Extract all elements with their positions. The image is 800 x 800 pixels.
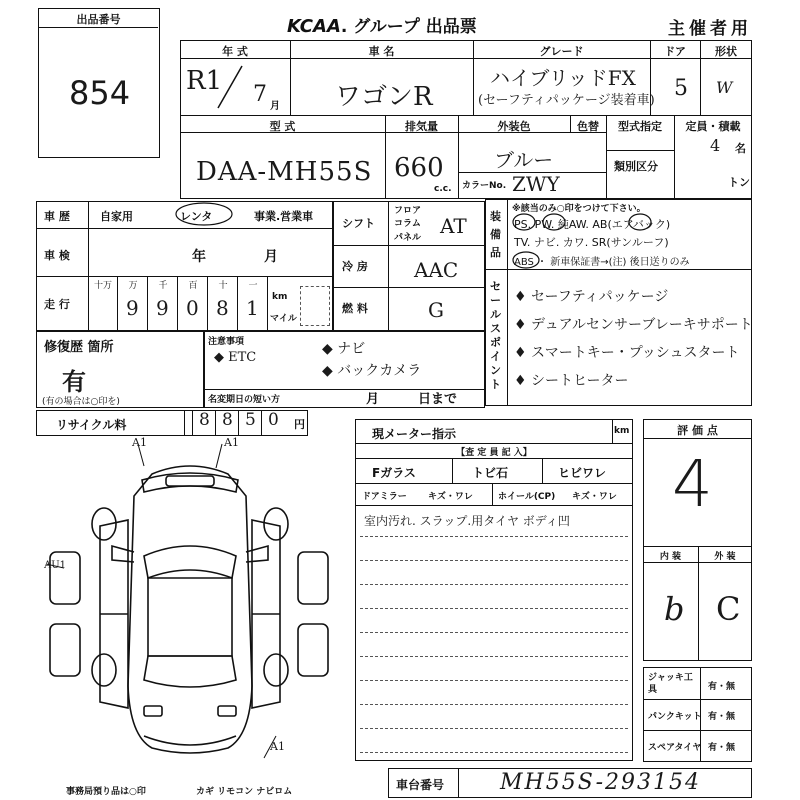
rename-label: 名変期日の短い方 (208, 395, 281, 405)
organizer-label: 主催者用 (668, 19, 752, 39)
mileage-digit-value: 8 (216, 296, 229, 320)
category-label: 類別区分 (614, 160, 658, 173)
rear-bumper (144, 736, 236, 745)
spare-options: 有・無 (708, 743, 736, 753)
repair-label: 修復歴 箇所 (44, 340, 114, 355)
mileage-digit-cell (208, 276, 238, 331)
mileage-digit-header: 百 (188, 281, 198, 291)
recycle-digit-value: 8 (199, 410, 210, 430)
puncture-options: 有・無 (708, 712, 736, 722)
note-text: ナビ (337, 341, 366, 357)
mirror-options: キズ・ワレ (428, 492, 473, 502)
mileage-digit-header: 万 (128, 281, 138, 291)
history-option-private: 自家用 (100, 210, 133, 223)
note-item-camera: ◆ バックカメラ (322, 363, 422, 379)
sales-point-text: シートヒーター (531, 373, 629, 389)
jack-label: ジャッキ工具 (648, 673, 693, 695)
score-value: 4 (672, 448, 713, 522)
shift-label: シフト (342, 217, 375, 230)
lot-number-box (38, 8, 160, 158)
roof (148, 578, 232, 656)
equipment-note: ※該当のみ○印をつけて下さい。 (512, 204, 646, 214)
mileage-digit-cell (88, 276, 118, 331)
car-diagram (40, 436, 340, 784)
displacement-value: 660 (394, 153, 444, 183)
inspection-month: 月 (264, 249, 278, 265)
recycle-digit-value: 5 (245, 410, 256, 430)
recycle-unit: 円 (294, 418, 305, 431)
color-no-label: カラーNo. (462, 181, 507, 191)
inspection-label: 車 検 (44, 249, 70, 262)
slash-divider (210, 62, 250, 112)
sales-point-item: ♦ セーフティパッケージ (514, 289, 669, 305)
rename-month: 月 (366, 392, 380, 407)
sales-point-text: セーフティパッケージ (531, 289, 669, 305)
recycle-label: リサイクル料 (56, 418, 127, 432)
rear-left-tyre (92, 654, 116, 686)
left-rear-lamp (144, 706, 162, 716)
ruled-line (360, 704, 628, 705)
repair-note: (有の場合は○印を) (42, 397, 120, 407)
front-grille (166, 476, 214, 486)
right-rear-door (298, 624, 328, 676)
wheel-label: ホイール(CP) (498, 492, 556, 502)
color-change-label: 色替 (577, 120, 599, 133)
ac-value: AAC (414, 258, 459, 282)
sales-point-item: ♦ シートヒーター (514, 373, 629, 389)
shape-value: W (716, 78, 733, 97)
mileage-digit-cell (238, 276, 268, 331)
note-text: バックカメラ (337, 363, 422, 379)
exterior-color-value: ブルー (494, 148, 554, 172)
mileage-digit-value: 1 (246, 296, 259, 320)
left-rear-door (50, 624, 80, 676)
damage-mark-front-right (216, 444, 222, 468)
rear-window (144, 656, 236, 687)
grade-label: グレード (539, 45, 584, 58)
rear-right-tyre (264, 654, 288, 686)
damage-label-a1-right: A1 (224, 436, 239, 449)
capacity-label: 定員・積載 (685, 120, 741, 133)
windshield (144, 546, 236, 578)
history-option-rental: レンタ (180, 210, 213, 223)
fuel-label: 燃 料 (342, 302, 368, 315)
left-mirror (112, 546, 134, 562)
damage-label-a1-left: A1 (132, 436, 147, 449)
inspector-note: 室内汚れ. スラップ.用タイヤ ボディ凹 (364, 514, 570, 528)
mileage-digit-header: 十 (218, 281, 228, 291)
sales-point-text: デュアルセンサーブレーキサポート (531, 317, 753, 333)
displacement-label: 排気量 (405, 120, 438, 133)
damage-label-side: AU1 (44, 560, 67, 571)
shift-value: AT (440, 214, 467, 238)
mileage-digit-cell (178, 276, 208, 331)
ruled-line (360, 536, 628, 537)
mile-checkbox[interactable] (300, 286, 330, 326)
meter-unit: km (614, 426, 630, 436)
spare-label: スペアタイヤ (648, 743, 702, 753)
equipment-circle-marks (510, 212, 670, 270)
damage-label-a1-bottom: A1 (270, 740, 285, 753)
recycle-digit-cell (238, 410, 261, 436)
ac-label: 冷 房 (342, 260, 368, 273)
model-value: DAA-MH55S (196, 157, 373, 187)
ruled-line (360, 632, 628, 633)
km-label: km (272, 292, 288, 302)
right-mirror (246, 546, 268, 562)
recycle-digit-cell (192, 410, 215, 436)
note-text: ETC (228, 350, 257, 365)
sales-point-text: スマートキー・プッシュスタート (531, 345, 740, 361)
color-no-value: ZWY (512, 172, 560, 196)
document-title (287, 12, 477, 37)
doors-label: ドア (664, 45, 686, 58)
ruled-line (360, 656, 628, 657)
shape-label: 形状 (715, 45, 737, 58)
lot-number-value: 854 (69, 74, 131, 112)
type-designation-label: 型式指定 (618, 120, 662, 133)
recycle-digit-cell (215, 410, 238, 436)
fuel-value: G (428, 298, 444, 322)
month-unit: 月 (270, 101, 280, 112)
interior-value: b (664, 590, 685, 628)
interior-label: 内 装 (659, 552, 682, 562)
car-name-value: ワゴンR (335, 82, 433, 112)
lot-number-label: 出品番号 (76, 13, 121, 26)
mileage-digit-cell (148, 276, 178, 331)
recycle-digit-value: 0 (268, 410, 279, 430)
right-rear-lamp (218, 706, 236, 716)
sales-points-label: セールスポイント (490, 280, 501, 391)
mileage-digit-value: 0 (186, 296, 199, 320)
ruled-line (360, 608, 628, 609)
stone-label: トビ石 (472, 466, 509, 480)
note-item-navi: ◆ ナビ (322, 341, 366, 357)
mileage-digit-value: 9 (126, 296, 139, 320)
capacity-value: 4 (710, 136, 721, 155)
puncture-label: パンクキット (648, 712, 702, 722)
equipment-line-1: PS. PW. 純AW. AB(エアバック) (514, 218, 671, 231)
inspection-year: 年 (192, 249, 206, 265)
mileage-digit-cell (118, 276, 148, 331)
capacity-unit-persons: 名 (735, 142, 746, 155)
rental-circle-mark (174, 201, 236, 227)
crack-label: ヒビワレ (558, 466, 607, 480)
ruled-line (360, 728, 628, 729)
doors-value: 5 (674, 76, 688, 101)
ruled-line (360, 584, 628, 585)
car-name-label: 車 名 (368, 45, 395, 58)
equipment-line-2: TV. ナビ. カワ. SR(サンルーフ) (514, 236, 669, 249)
title-text: . グループ 出品票 (340, 17, 477, 37)
mileage-digit-value: 9 (156, 296, 169, 320)
mileage-digit-header: 千 (158, 281, 168, 291)
mileage-label: 走 行 (44, 298, 70, 311)
exterior-color-label: 外装色 (497, 120, 531, 133)
brand-logo: KCAA (287, 16, 341, 37)
shift-option-floor: フロア (394, 206, 422, 216)
notes-label: 注意事項 (208, 337, 245, 347)
history-option-business: 事業.営業車 (254, 210, 314, 223)
shift-option-column: コラム (394, 219, 421, 229)
mileage-digit-header: 一 (248, 281, 258, 291)
year-value: R1 (186, 66, 223, 96)
ruled-line (360, 560, 628, 561)
history-label: 車 歴 (44, 210, 70, 223)
capacity-unit-tons: トン (728, 176, 750, 189)
recycle-digit-cell (261, 410, 284, 436)
month-value: 7 (253, 82, 267, 107)
repair-value: 有 (62, 368, 86, 396)
shift-option-panel: パネル (394, 233, 422, 243)
recycle-digit-value: 8 (222, 410, 233, 430)
note-item-etc: ◆ ETC (214, 350, 257, 365)
mileage-digit-header: 十万 (93, 281, 112, 291)
jack-options: 有・無 (708, 682, 736, 692)
chassis-label: 車台番号 (396, 778, 445, 792)
sales-point-item: ♦ スマートキー・プッシュスタート (514, 345, 740, 361)
grade-value-sub: (セーフティパッケージ装着車) (478, 93, 655, 108)
equipment-line-3: ABS ・ 新車保証書→(注) 後日送りのみ (514, 257, 690, 268)
ruled-line (360, 752, 628, 753)
right-front-door (298, 552, 328, 604)
exterior-label: 外 装 (714, 552, 736, 562)
score-label: 評 価 点 (677, 424, 718, 437)
model-label: 型 式 (269, 120, 296, 133)
rename-day: 日まで (418, 392, 458, 407)
office-note: 事務局預り品は○印 (66, 787, 146, 797)
mile-label: マイル (270, 314, 297, 324)
mirror-label: ドアミラー (362, 492, 407, 502)
car-body-outline (128, 466, 252, 753)
year-label: 年 式 (222, 45, 248, 58)
meter-label: 現メーター指示 (372, 427, 457, 441)
office-items: カギ リモコン ナビロム (196, 787, 293, 797)
ruled-line (360, 680, 628, 681)
grade-value: ハイブリッドFX (490, 66, 636, 90)
appraisal-label: 【査 定 員 記 入】 (456, 448, 532, 458)
exterior-value: C (716, 590, 741, 628)
glass-label: Fガラス (372, 466, 416, 480)
chassis-value: MH55S-293154 (500, 770, 701, 795)
displacement-unit: c.c. (434, 184, 452, 194)
equipment-label: 装備品 (490, 210, 501, 259)
wheel-options: キズ・ワレ (572, 492, 617, 502)
sales-point-item: ♦ デュアルセンサーブレーキサポート (514, 317, 753, 333)
